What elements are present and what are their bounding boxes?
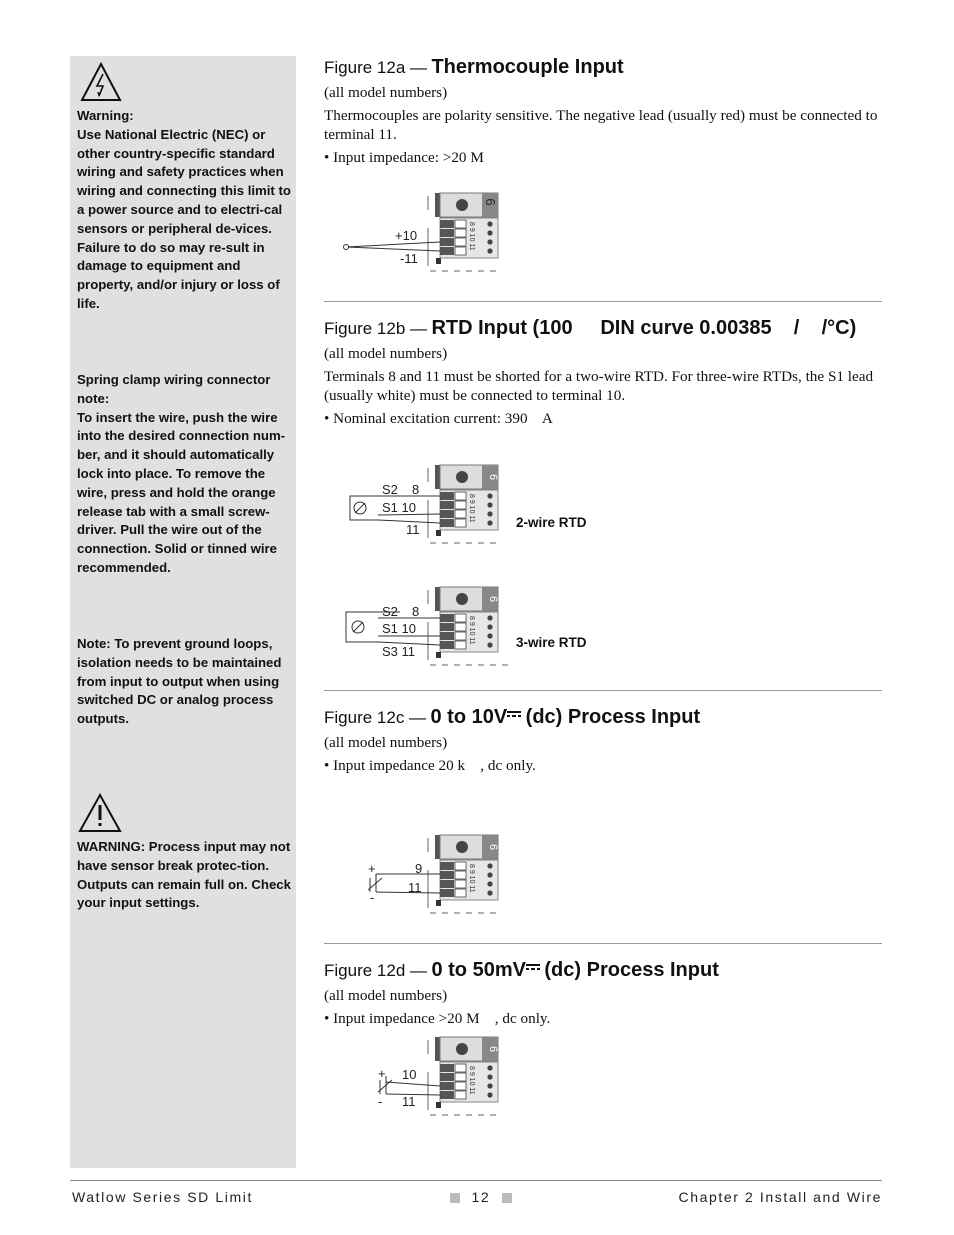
spring-clamp-note: Spring clamp wiring connector note: To insert the wire, push the wire into the desired connection num-ber, and it should automatically lock into place. To remove the wire, press and hold the orange release tab with a small screw-driver. Pull the wire out of the connection. Solid or tinned wire recommended. [77, 372, 286, 575]
label-minus: - [370, 890, 375, 905]
terminal-numbers: 8 9 10 11 [468, 1066, 475, 1095]
label-10: 10 [402, 1067, 417, 1082]
figure-12d-heading-suffix: (dc) Process Input [544, 959, 719, 981]
rtd-2-wire-caption: 2-wire RTD [516, 515, 587, 530]
sidebar [70, 56, 296, 1168]
rtd-3-wire-diagram [340, 582, 515, 672]
label-plus: + [378, 1066, 386, 1081]
figure-12b-bullet: • Nominal excitation current: 390 A [324, 410, 553, 427]
figure-12d-title [324, 959, 719, 982]
thermocouple-diagram [330, 188, 510, 278]
section-divider [324, 301, 882, 302]
terminal-numbers: 8 9 10 11 [468, 222, 475, 251]
figure-12b-description: Terminals 8 and 11 must be shorted for a two-wire RTD. For three-wire RTDs, the S1 lead (usually white) must be connected to terminal 10. [324, 368, 874, 404]
terminal-top-digit: 6 [487, 474, 499, 481]
footer-divider [70, 1180, 882, 1181]
dc-symbol-icon [507, 710, 521, 720]
section-divider [324, 943, 882, 944]
figure-12c-models: (all model numbers) [324, 734, 448, 751]
terminal-numbers: 8 9 10 11 [468, 616, 475, 645]
ground-loop-note: Note: To prevent ground loops, isolation needs to be maintained from input to output when using switched DC or analog process outputs. [77, 636, 282, 727]
rtd-3-wire-caption: 3-wire RTD [516, 635, 587, 650]
section-divider [324, 690, 882, 691]
footer-chapter: Chapter 2 Install and Wire [678, 1189, 882, 1205]
figure-12a-description: Thermocouples are polarity sensitive. The negative lead (usually red) must be connected to terminal 11. [324, 107, 878, 143]
label-minus: - [378, 1094, 383, 1109]
label-s1-10: S1 10 [382, 500, 416, 515]
square-bullet-icon [502, 1193, 512, 1203]
figure-12d-bullet: • Input impedance >20 M , dc only. [324, 1010, 551, 1027]
figure-12a-prefix: Figure 12a — [324, 58, 427, 77]
figure-12c-bullet: • Input impedance 20 k , dc only. [324, 757, 536, 774]
terminal-top-digit: 6 [487, 844, 499, 851]
figure-12c-prefix: Figure 12c — [324, 708, 427, 727]
terminal-numbers: 8 9 10 11 [468, 494, 475, 523]
figure-12b-models: (all model numbers) [324, 345, 448, 362]
figure-12d-prefix: Figure 12d — [324, 961, 427, 980]
label-plus: + [368, 861, 376, 876]
figure-12d-heading: 0 to 50mV [431, 959, 526, 981]
figure-12a-bullet: • Input impedance: >20 M [324, 149, 484, 166]
figure-12c-title [324, 706, 700, 729]
label-s1-10: S1 10 [382, 621, 416, 636]
terminal-top-digit: 6 [483, 198, 498, 206]
terminal-numbers: 8 9 10 11 [468, 864, 475, 893]
millivolt-input-diagram [350, 1032, 515, 1122]
figure-12b-heading: RTD Input (100 DIN curve 0.00385 / /°C) [431, 317, 857, 339]
process-input-warning: WARNING: Process input may not have sensor break protec-tion. Outputs can remain full on. Check your input settings. [77, 839, 291, 911]
figure-12c-heading-suffix: (dc) Process Input [525, 706, 701, 728]
label-11: 11 [406, 522, 420, 537]
terminal-top-digit: 6 [487, 596, 499, 603]
label-minus-11: -11 [400, 251, 418, 266]
figure-12a-models: (all model numbers) [324, 84, 448, 101]
figure-12b-title [324, 317, 856, 340]
warning-icon [78, 793, 122, 833]
label-plus-10: +10 [395, 228, 418, 243]
warning-wiring-text: Warning: Use National Electric (NEC) or other country-specific standard wiring and safety practices when wiring and connecting this limit to a power source and to electri-cal sensors or peripheral de-vices. Failure to do so may re-sult in damage to equipment and property, and/or injury or loss of life. [77, 108, 291, 311]
footer-product-name: Watlow Series SD Limit [72, 1189, 253, 1205]
electrical-hazard-icon [80, 62, 122, 102]
label-s3-11: S3 11 [382, 644, 416, 659]
terminal-top-digit: 6 [487, 1046, 499, 1053]
label-8: 8 [412, 482, 420, 497]
rtd-sensor-icon [346, 612, 378, 642]
square-bullet-icon [450, 1193, 460, 1203]
label-11: 11 [402, 1094, 416, 1109]
terminal-block [428, 193, 500, 271]
figure-12d-models: (all model numbers) [324, 987, 448, 1004]
label-s2: S2 [382, 604, 398, 619]
label-s2: S2 [382, 482, 398, 497]
figure-12a-heading: Thermocouple Input [431, 56, 624, 78]
label-11: 11 [408, 880, 422, 895]
figure-12a-title [324, 56, 624, 79]
figure-12c-heading: 0 to 10V [430, 706, 508, 728]
voltage-input-diagram [350, 830, 515, 920]
label-9: 9 [415, 861, 423, 876]
rtd-2-wire-diagram [340, 460, 510, 550]
rtd-sensor-icon [350, 496, 378, 520]
footer-page-number [450, 1189, 512, 1205]
page-number: 12 [471, 1189, 491, 1205]
dc-symbol-icon [526, 963, 540, 973]
label-8: 8 [412, 604, 420, 619]
figure-12b-prefix: Figure 12b — [324, 319, 427, 338]
